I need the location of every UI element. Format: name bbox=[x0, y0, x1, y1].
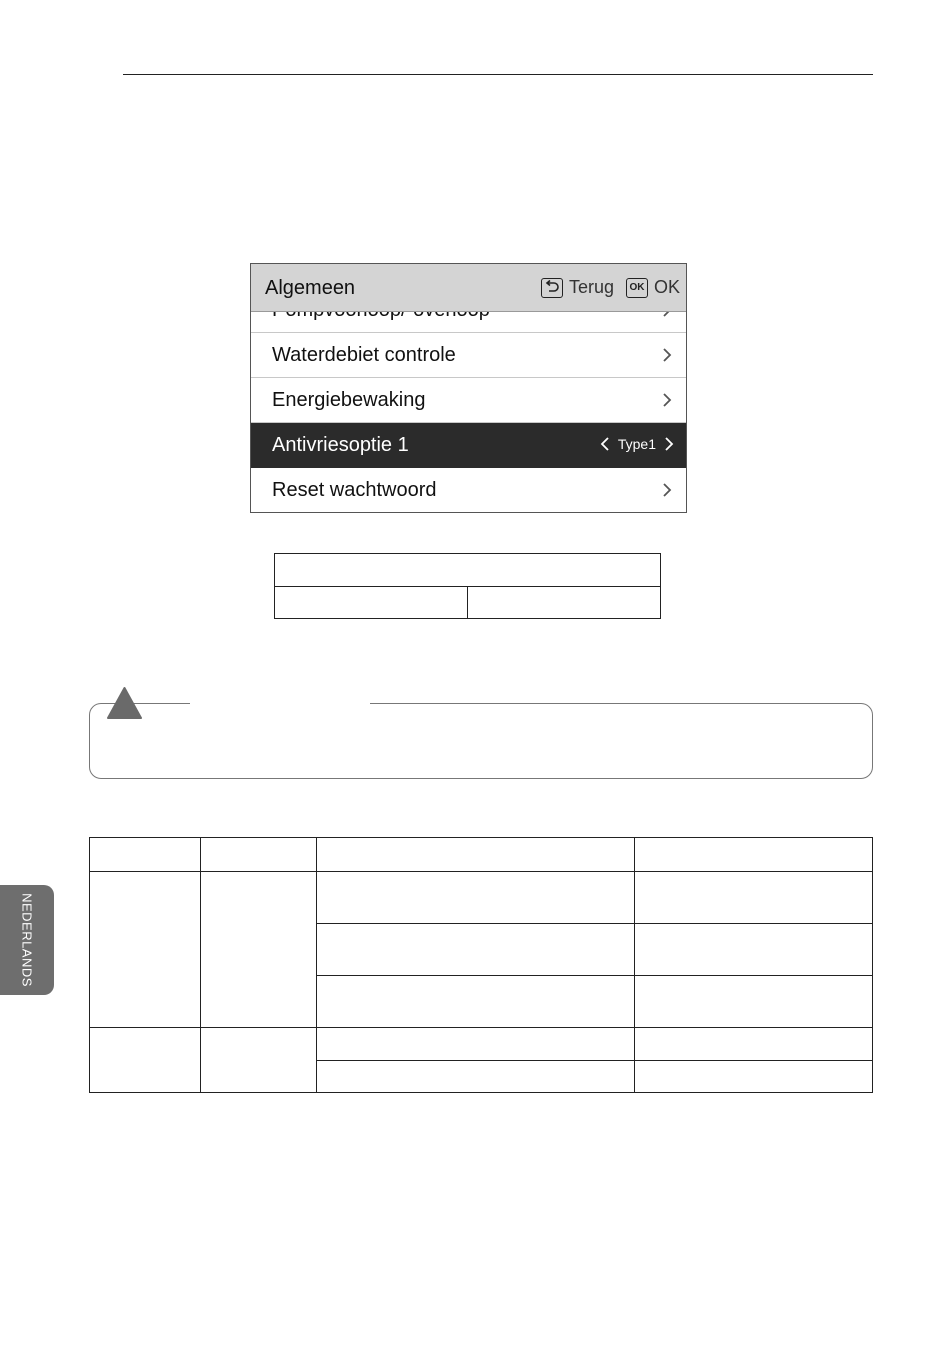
table-divider bbox=[90, 1027, 872, 1028]
menu-item-antifreeze-option[interactable] bbox=[251, 423, 686, 468]
chevron-left-icon[interactable] bbox=[600, 436, 610, 452]
warning-icon bbox=[106, 686, 143, 720]
table-divider bbox=[90, 871, 872, 872]
language-tab bbox=[0, 885, 54, 995]
chevron-right-icon[interactable] bbox=[664, 436, 674, 452]
language-tab-label: NEDERLANDS bbox=[19, 893, 35, 987]
back-label: Terug bbox=[569, 277, 615, 297]
caution-box bbox=[89, 703, 873, 779]
value-selector[interactable] bbox=[600, 436, 674, 452]
table-divider bbox=[200, 838, 201, 1092]
back-button[interactable] bbox=[541, 277, 614, 298]
screen-header bbox=[251, 264, 686, 312]
menu-item-label: Waterdebiet controle bbox=[272, 344, 456, 366]
menu-item-label: Reset wachtwoord bbox=[272, 479, 437, 501]
menu-item-water-flow-control[interactable] bbox=[251, 333, 686, 378]
menu-item-label: Antivriesoptie 1 bbox=[272, 434, 409, 456]
settings-table bbox=[274, 553, 661, 619]
ok-icon: OK bbox=[626, 278, 648, 298]
chevron-right-icon bbox=[662, 482, 672, 498]
chevron-right-icon bbox=[662, 392, 672, 408]
menu-item-reset-password[interactable] bbox=[251, 468, 686, 513]
table-divider bbox=[316, 923, 872, 924]
ok-button[interactable] bbox=[626, 277, 680, 298]
screen-title: Algemeen bbox=[265, 277, 356, 299]
ok-label: OK bbox=[654, 277, 681, 297]
table-divider bbox=[316, 1060, 872, 1061]
option-value: Type1 bbox=[617, 436, 656, 452]
main-table bbox=[89, 837, 873, 1093]
table-divider bbox=[316, 975, 872, 976]
menu-item-label: Energiebewaking bbox=[272, 389, 426, 411]
top-rule bbox=[123, 74, 873, 75]
chevron-right-icon bbox=[662, 347, 672, 363]
table-divider bbox=[316, 838, 317, 1092]
back-icon bbox=[541, 278, 563, 298]
table-divider bbox=[634, 838, 635, 1092]
table-divider bbox=[467, 586, 468, 619]
menu-item-energy-monitoring[interactable] bbox=[251, 378, 686, 423]
device-screen bbox=[250, 263, 687, 513]
